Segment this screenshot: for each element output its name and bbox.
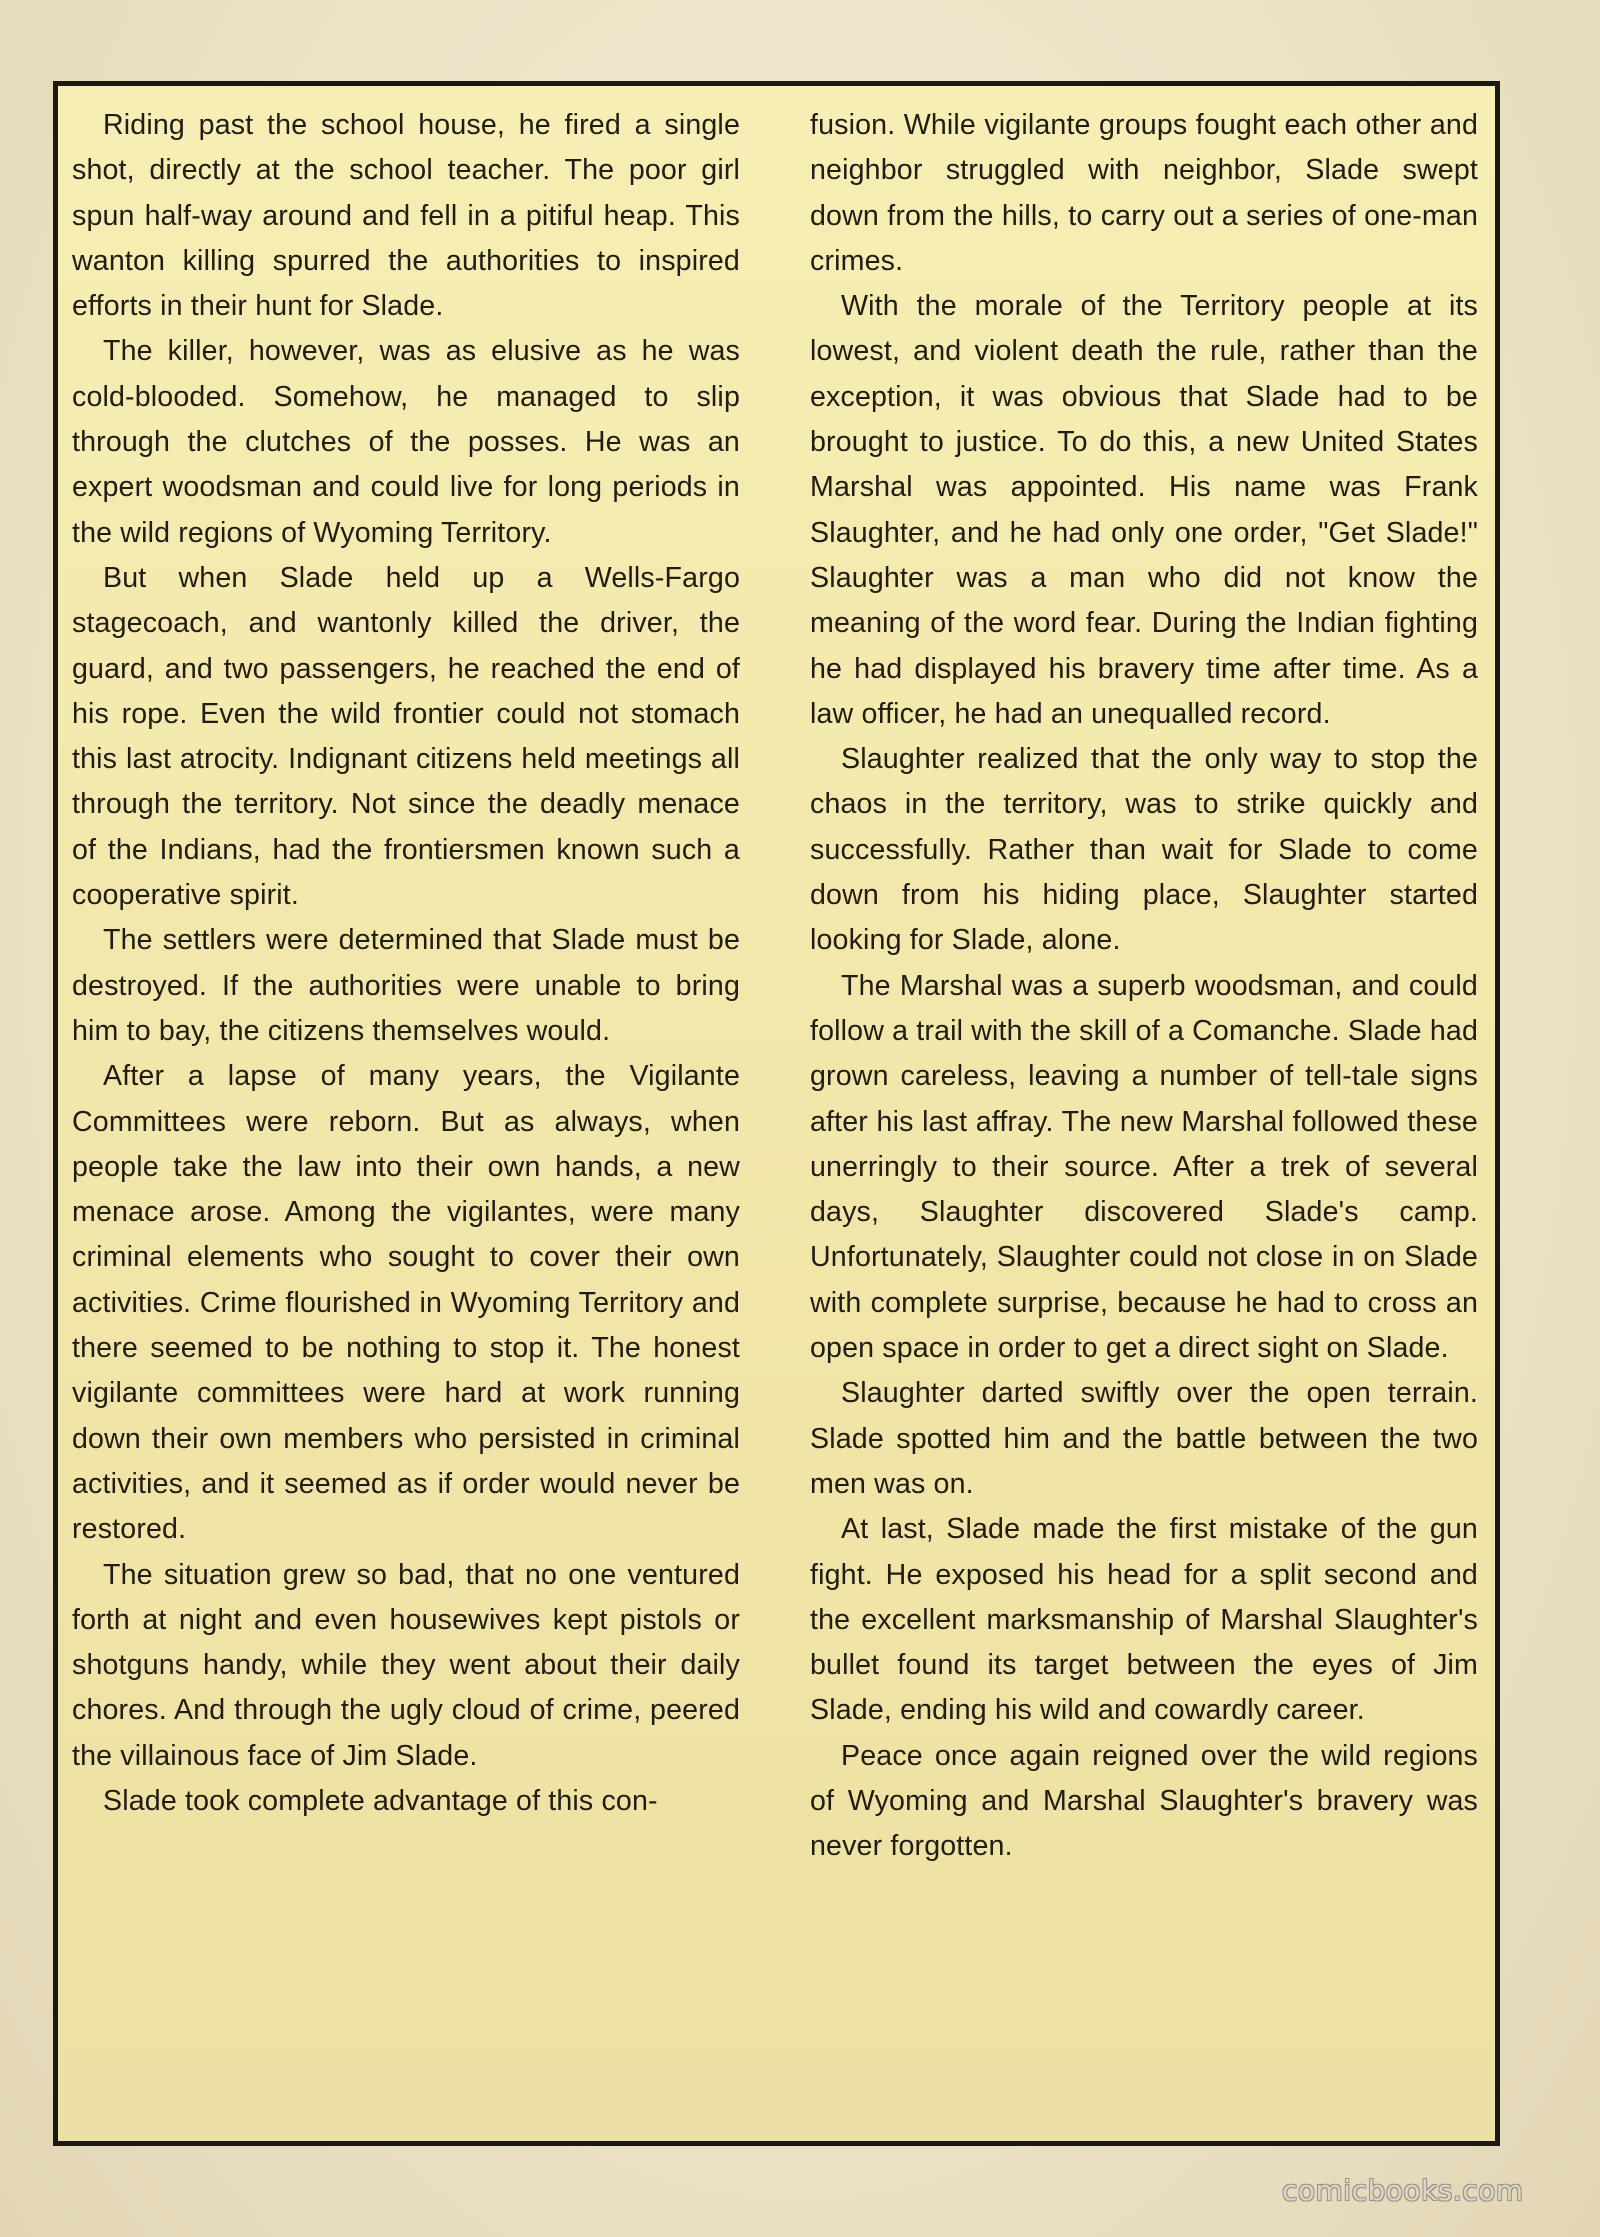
paragraph: After a lapse of many years, the Vigilante Committees were reborn. But as always, when people take the law into their own hands, a new menace arose. Among the vigilantes, were many criminal elements who sought to cover their own activities. Crime flourished in Wyoming Territory and there seemed to be nothing to stop it. The honest vigilante committees were hard at work running down their own members who persisted in criminal activities, and it seemed as if order would never be restored. [72, 1060, 740, 1546]
paragraph: But when Slade held up a Wells-Fargo stagecoach, and wantonly killed the driver, the guard, and two passengers, he reached the end of his rope. Even the wild frontier could not stomach this last atrocity. Indignant citizens held meetings all through the territory. Not since the deadly menace of the Indians, had the frontiersmen known such a cooperative spirit. [72, 561, 740, 912]
paragraph: The settlers were determined that Slade must be destroyed. If the authorities were unable to bring him to bay, the citizens themselves would. [72, 924, 740, 1047]
paragraph-continuation: fusion. While vigilante groups fought each other and neighbor struggled with neighbor, Slade swept down from the hills, to carry out a series of one-man crimes. [810, 109, 1478, 277]
paragraph: The Marshal was a superb woodsman, and could follow a trail with the skill of a Comanche. Slade had grown careless, leaving a number of tell-tale signs after his last affray. The new Marshal followed these unerringly to their source. After a trek of several days, Slaughter discovered Slade's camp. Unfortunately, Slaughter could not close in on Slade with complete surprise, because he had to cross an open space in order to get a direct sight on Slade. [810, 969, 1478, 1365]
paragraph: Peace once again reigned over the wild regions of Wyoming and Marshal Slaughter's bravery was never forgotten. [810, 1739, 1478, 1863]
paragraph: At last, Slade made the first mistake of the gun fight. He exposed his head for a split second and the excellent marksmanship of Marshal Slaughter's bullet found its target between the eyes of Jim Slade, ending his wild and cowardly career. [810, 1513, 1478, 1727]
text-panel-frame [53, 81, 1500, 2146]
paragraph: Slaughter darted swiftly over the open terrain. Slade spotted him and the battle between the two men was on. [810, 1377, 1478, 1500]
paragraph: Slade took complete advantage of this con- [103, 1784, 658, 1817]
paragraph: With the morale of the Territory people at its lowest, and violent death the rule, rather than the exception, it was obvious that Slade had to be brought to justice. To do this, a new United States Marshal was appointed. His name was Frank Slaughter, and he had only one order, "Get Slade!" Slaughter was a man who did not know the meaning of the word fear. During the Indian fighting he had displayed his bravery time after time. As a law officer, he had an unequalled record. [810, 290, 1478, 730]
left-text-column [72, 103, 740, 1824]
paragraph: Riding past the school house, he fired a single shot, directly at the school teacher. The poor girl spun half-way around and fell in a pitiful heap. This wanton killing spurred the authorities to inspired efforts in their hunt for Slade. [72, 109, 740, 323]
paragraph: The killer, however, was as elusive as he was cold-blooded. Somehow, he managed to slip through the clutches of the posses. He was an expert woodsman and could live for long periods in the wild regions of Wyoming Territory. [72, 335, 740, 549]
watermark: comicbooks.com [1282, 2174, 1524, 2207]
paragraph: The situation grew so bad, that no one ventured forth at night and even housewives kept pistols or shotguns handy, while they went about their daily chores. And through the ugly cloud of crime, peered the villainous face of Jim Slade. [72, 1558, 740, 1772]
paragraph: Slaughter realized that the only way to stop the chaos in the territory, was to strike quickly and successfully. Rather than wait for Slade to come down from his hiding place, Slaughter started looking for Slade, alone. [810, 743, 1478, 957]
right-text-column [810, 103, 1478, 1870]
